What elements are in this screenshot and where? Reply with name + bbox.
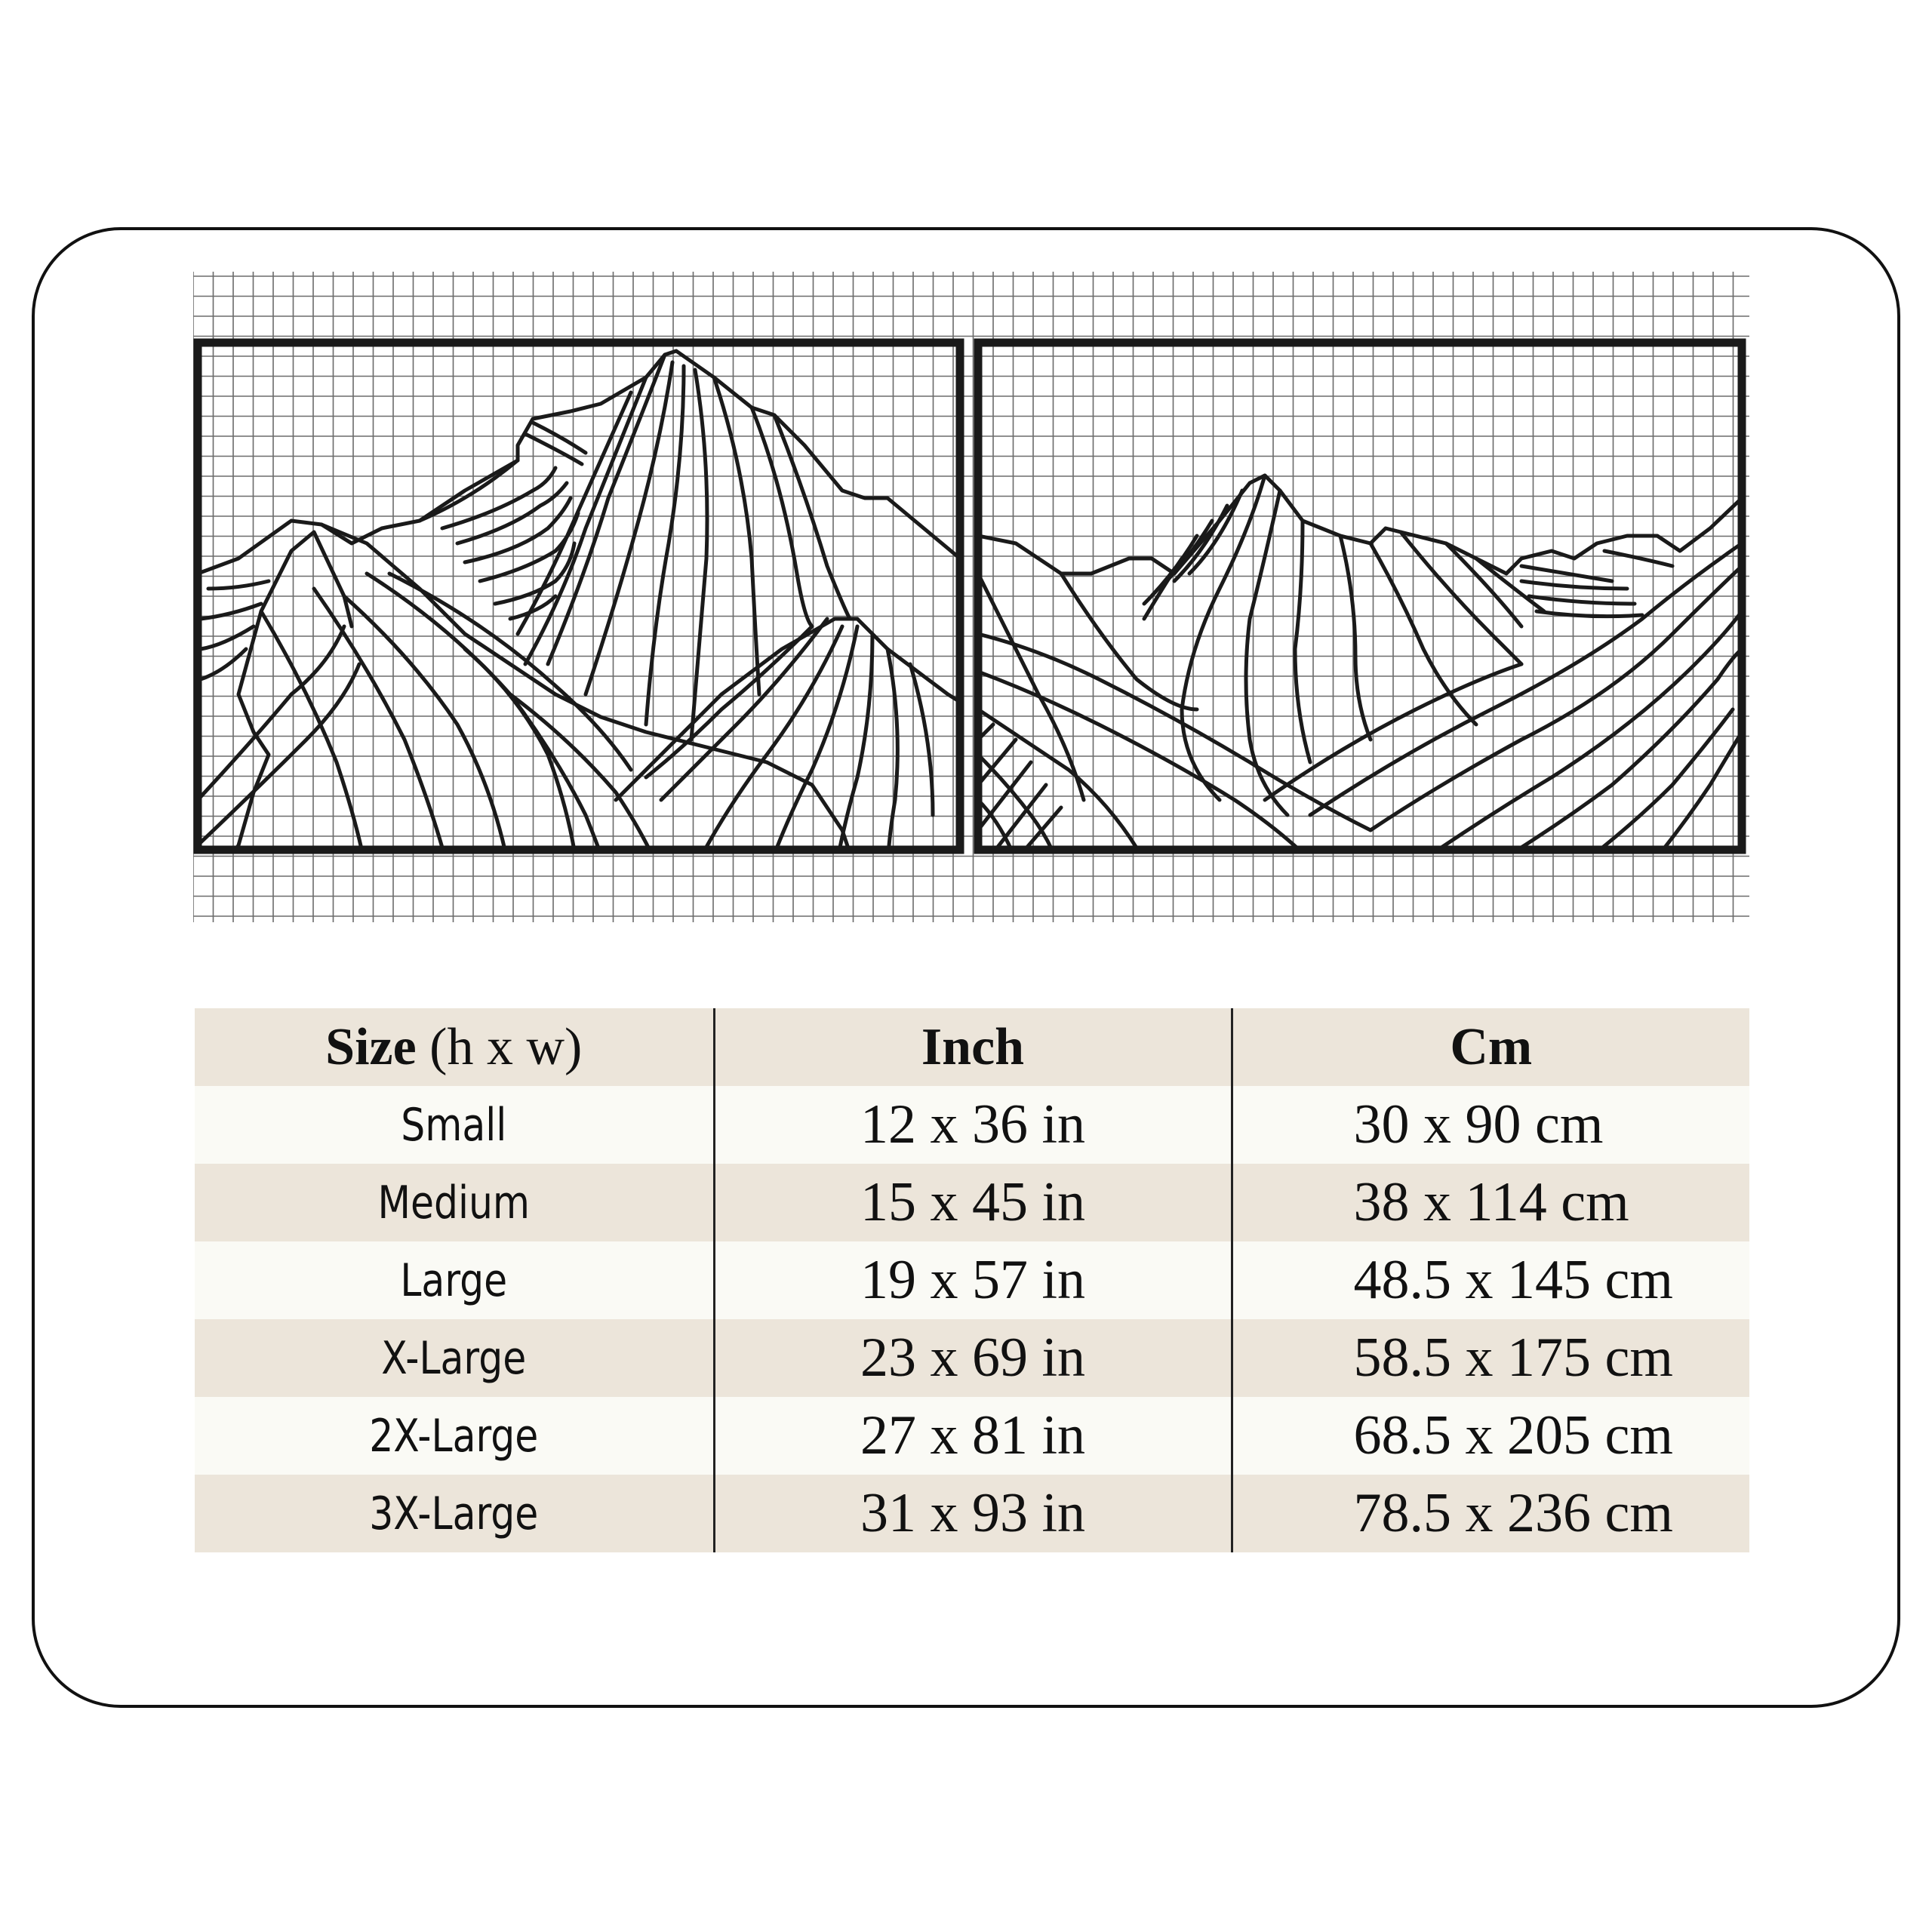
size-name-cell <box>195 1164 714 1241</box>
size-cm: 48.5 x 145 cm <box>1232 1241 1749 1319</box>
header-size <box>195 1008 714 1086</box>
header-cm <box>1232 1008 1749 1086</box>
mountain-artwork-svg <box>193 272 1749 922</box>
size-inch: 15 x 45 in <box>714 1164 1232 1241</box>
left-panel <box>198 343 960 906</box>
size-cm: 30 x 90 cm <box>1232 1086 1749 1164</box>
header-size-label: Size <box>325 1017 417 1076</box>
header-size-unit: (h x w) <box>429 1017 583 1076</box>
size-name-cell <box>195 1319 714 1397</box>
size-name: Medium <box>377 1176 531 1229</box>
size-name-cell <box>195 1397 714 1475</box>
size-table <box>195 1008 1749 1552</box>
size-name-cell <box>195 1475 714 1552</box>
size-name-cell <box>195 1086 714 1164</box>
table-row <box>195 1086 1749 1164</box>
size-cm: 68.5 x 205 cm <box>1232 1397 1749 1475</box>
header-cm-label: Cm <box>1450 1017 1533 1076</box>
header-inch <box>714 1008 1232 1086</box>
size-cm: 58.5 x 175 cm <box>1232 1319 1749 1397</box>
size-name: X-Large <box>381 1331 527 1385</box>
size-cm: 38 x 114 cm <box>1232 1164 1749 1241</box>
size-inch: 19 x 57 in <box>714 1241 1232 1319</box>
table-row <box>195 1164 1749 1241</box>
size-name-cell <box>195 1241 714 1319</box>
header-inch-label: Inch <box>921 1017 1025 1076</box>
size-name: 2X-Large <box>369 1409 539 1463</box>
size-inch: 31 x 93 in <box>714 1475 1232 1552</box>
size-name: 3X-Large <box>369 1487 539 1540</box>
size-inch: 23 x 69 in <box>714 1319 1232 1397</box>
table-row <box>195 1397 1749 1475</box>
size-inch: 27 x 81 in <box>714 1397 1232 1475</box>
table-row <box>195 1475 1749 1552</box>
size-inch: 12 x 36 in <box>714 1086 1232 1164</box>
size-name: Small <box>401 1098 507 1152</box>
table-header-row <box>195 1008 1749 1086</box>
size-cm: 78.5 x 236 cm <box>1232 1475 1749 1552</box>
table-row <box>195 1241 1749 1319</box>
size-name: Large <box>400 1254 508 1307</box>
mountain-artwork <box>193 272 1749 922</box>
table-row <box>195 1319 1749 1397</box>
